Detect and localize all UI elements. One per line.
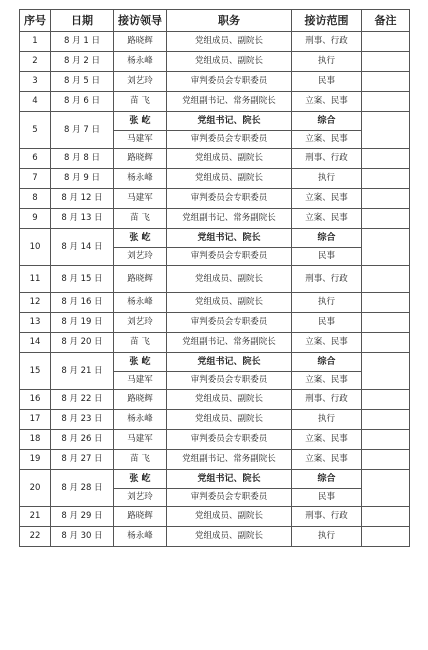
reception-scope: 刑事、行政 (292, 32, 362, 52)
leader-position: 党组书记、院长 (167, 229, 292, 248)
row-number: 16 (20, 390, 51, 410)
reception-scope: 刑事、行政 (292, 507, 362, 527)
reception-scope: 综合 (292, 112, 362, 131)
leader-name: 杨永峰 (114, 169, 167, 189)
remarks-cell (362, 333, 410, 353)
leader-name: 张 屹 (114, 229, 167, 248)
remarks-cell (362, 52, 410, 72)
table-row (20, 32, 410, 52)
reception-date: 8 月 19 日 (51, 313, 114, 333)
table-row (20, 149, 410, 169)
row-number: 15 (20, 353, 51, 390)
leader-position: 党组成员、副院长 (167, 410, 292, 430)
reception-date: 8 月 22 日 (51, 390, 114, 410)
reception-date: 8 月 27 日 (51, 450, 114, 470)
leader-position: 党组成员、副院长 (167, 293, 292, 313)
reception-scope: 刑事、行政 (292, 266, 362, 293)
row-number: 14 (20, 333, 51, 353)
row-number: 6 (20, 149, 51, 169)
reception-date: 8 月 30 日 (51, 527, 114, 547)
header-row (20, 10, 410, 32)
header-scope: 接访范围 (292, 10, 362, 32)
table-row (20, 169, 410, 189)
reception-scope: 民事 (292, 248, 362, 266)
reception-scope: 立案、民事 (292, 92, 362, 112)
table-row (20, 266, 410, 293)
leader-position: 党组副书记、常务副院长 (167, 92, 292, 112)
leader-name: 苗 飞 (114, 209, 167, 229)
remarks-cell (362, 112, 410, 149)
leader-name: 刘艺玲 (114, 248, 167, 266)
table-row (20, 353, 410, 372)
reception-date: 8 月 14 日 (51, 229, 114, 266)
leader-position: 审判委员会专职委员 (167, 72, 292, 92)
reception-schedule-table (19, 9, 410, 547)
leader-position: 党组副书记、常务副院长 (167, 333, 292, 353)
reception-date: 8 月 12 日 (51, 189, 114, 209)
reception-date: 8 月 5 日 (51, 72, 114, 92)
remarks-cell (362, 313, 410, 333)
remarks-cell (362, 430, 410, 450)
leader-position: 审判委员会专职委员 (167, 372, 292, 390)
reception-scope: 立案、民事 (292, 450, 362, 470)
remarks-cell (362, 293, 410, 313)
reception-scope: 综合 (292, 353, 362, 372)
reception-date: 8 月 16 日 (51, 293, 114, 313)
reception-date: 8 月 23 日 (51, 410, 114, 430)
table-row (20, 430, 410, 450)
reception-scope: 综合 (292, 470, 362, 489)
row-number: 22 (20, 527, 51, 547)
row-number: 5 (20, 112, 51, 149)
remarks-cell (362, 353, 410, 390)
reception-date: 8 月 29 日 (51, 507, 114, 527)
leader-position: 党组成员、副院长 (167, 266, 292, 293)
leader-name: 刘艺玲 (114, 489, 167, 507)
leader-name: 杨永峰 (114, 527, 167, 547)
reception-scope: 民事 (292, 489, 362, 507)
row-number: 12 (20, 293, 51, 313)
reception-date: 8 月 26 日 (51, 430, 114, 450)
leader-name: 苗 飞 (114, 450, 167, 470)
leader-position: 审判委员会专职委员 (167, 313, 292, 333)
reception-scope: 立案、民事 (292, 189, 362, 209)
leader-position: 党组成员、副院长 (167, 527, 292, 547)
table-row (20, 410, 410, 430)
table-row (20, 52, 410, 72)
table-row (20, 189, 410, 209)
row-number: 1 (20, 32, 51, 52)
remarks-cell (362, 92, 410, 112)
table-row (20, 333, 410, 353)
leader-name: 马建军 (114, 372, 167, 390)
reception-date: 8 月 8 日 (51, 149, 114, 169)
leader-name: 马建军 (114, 131, 167, 149)
row-number: 20 (20, 470, 51, 507)
table-body (20, 32, 410, 547)
row-number: 9 (20, 209, 51, 229)
row-number: 13 (20, 313, 51, 333)
leader-name: 苗 飞 (114, 333, 167, 353)
leader-name: 马建军 (114, 430, 167, 450)
leader-name: 杨永峰 (114, 52, 167, 72)
reception-date: 8 月 6 日 (51, 92, 114, 112)
reception-scope: 刑事、行政 (292, 390, 362, 410)
row-number: 19 (20, 450, 51, 470)
reception-scope: 民事 (292, 313, 362, 333)
leader-position: 党组成员、副院长 (167, 390, 292, 410)
table-row (20, 229, 410, 248)
table-row (20, 293, 410, 313)
reception-scope: 立案、民事 (292, 430, 362, 450)
row-number: 21 (20, 507, 51, 527)
row-number: 3 (20, 72, 51, 92)
reception-date: 8 月 2 日 (51, 52, 114, 72)
reception-scope: 立案、民事 (292, 131, 362, 149)
header-leader: 接访领导 (114, 10, 167, 32)
leader-position: 审判委员会专职委员 (167, 248, 292, 266)
remarks-cell (362, 266, 410, 293)
row-number: 2 (20, 52, 51, 72)
reception-date: 8 月 20 日 (51, 333, 114, 353)
leader-position: 党组书记、院长 (167, 470, 292, 489)
leader-position: 党组书记、院长 (167, 353, 292, 372)
remarks-cell (362, 229, 410, 266)
leader-name: 路晓辉 (114, 32, 167, 52)
leader-position: 党组成员、副院长 (167, 507, 292, 527)
leader-name: 路晓辉 (114, 390, 167, 410)
remarks-cell (362, 169, 410, 189)
reception-date: 8 月 21 日 (51, 353, 114, 390)
leader-position: 审判委员会专职委员 (167, 430, 292, 450)
row-number: 17 (20, 410, 51, 430)
leader-position: 党组副书记、常务副院长 (167, 450, 292, 470)
table-row (20, 470, 410, 489)
header-no: 序号 (20, 10, 51, 32)
reception-date: 8 月 13 日 (51, 209, 114, 229)
remarks-cell (362, 470, 410, 507)
reception-date: 8 月 9 日 (51, 169, 114, 189)
remarks-cell (362, 32, 410, 52)
reception-date: 8 月 7 日 (51, 112, 114, 149)
header-remarks: 备注 (362, 10, 410, 32)
leader-name: 杨永峰 (114, 410, 167, 430)
row-number: 18 (20, 430, 51, 450)
row-number: 10 (20, 229, 51, 266)
reception-scope: 立案、民事 (292, 372, 362, 390)
reception-scope: 执行 (292, 293, 362, 313)
reception-date: 8 月 1 日 (51, 32, 114, 52)
table-row (20, 72, 410, 92)
leader-name: 杨永峰 (114, 293, 167, 313)
remarks-cell (362, 410, 410, 430)
leader-position: 审判委员会专职委员 (167, 489, 292, 507)
leader-position: 审判委员会专职委员 (167, 189, 292, 209)
leader-name: 刘艺玲 (114, 313, 167, 333)
remarks-cell (362, 209, 410, 229)
remarks-cell (362, 149, 410, 169)
reception-scope: 综合 (292, 229, 362, 248)
leader-name: 刘艺玲 (114, 72, 167, 92)
leader-position: 党组成员、副院长 (167, 169, 292, 189)
table-row (20, 112, 410, 131)
table-row (20, 390, 410, 410)
leader-position: 党组书记、院长 (167, 112, 292, 131)
leader-position: 党组成员、副院长 (167, 52, 292, 72)
remarks-cell (362, 390, 410, 410)
table-row (20, 92, 410, 112)
row-number: 11 (20, 266, 51, 293)
leader-position: 党组副书记、常务副院长 (167, 209, 292, 229)
remarks-cell (362, 189, 410, 209)
remarks-cell (362, 450, 410, 470)
table-row (20, 450, 410, 470)
reception-date: 8 月 15 日 (51, 266, 114, 293)
remarks-cell (362, 507, 410, 527)
row-number: 7 (20, 169, 51, 189)
reception-scope: 执行 (292, 410, 362, 430)
reception-scope: 立案、民事 (292, 209, 362, 229)
reception-scope: 刑事、行政 (292, 149, 362, 169)
leader-position: 审判委员会专职委员 (167, 131, 292, 149)
header-date: 日期 (51, 10, 114, 32)
reception-scope: 民事 (292, 72, 362, 92)
row-number: 8 (20, 189, 51, 209)
leader-name: 马建军 (114, 189, 167, 209)
leader-name: 路晓辉 (114, 149, 167, 169)
remarks-cell (362, 527, 410, 547)
leader-name: 苗 飞 (114, 92, 167, 112)
reception-scope: 立案、民事 (292, 333, 362, 353)
leader-name: 路晓辉 (114, 507, 167, 527)
reception-date: 8 月 28 日 (51, 470, 114, 507)
leader-position: 党组成员、副院长 (167, 32, 292, 52)
table-row (20, 507, 410, 527)
leader-name: 张 屹 (114, 470, 167, 489)
row-number: 4 (20, 92, 51, 112)
remarks-cell (362, 72, 410, 92)
header-title: 职务 (167, 10, 292, 32)
reception-scope: 执行 (292, 52, 362, 72)
table-row (20, 209, 410, 229)
reception-scope: 执行 (292, 169, 362, 189)
leader-name: 张 屹 (114, 112, 167, 131)
reception-scope: 执行 (292, 527, 362, 547)
leader-name: 张 屹 (114, 353, 167, 372)
leader-position: 党组成员、副院长 (167, 149, 292, 169)
leader-name: 路晓辉 (114, 266, 167, 293)
table-row (20, 313, 410, 333)
table-row (20, 527, 410, 547)
